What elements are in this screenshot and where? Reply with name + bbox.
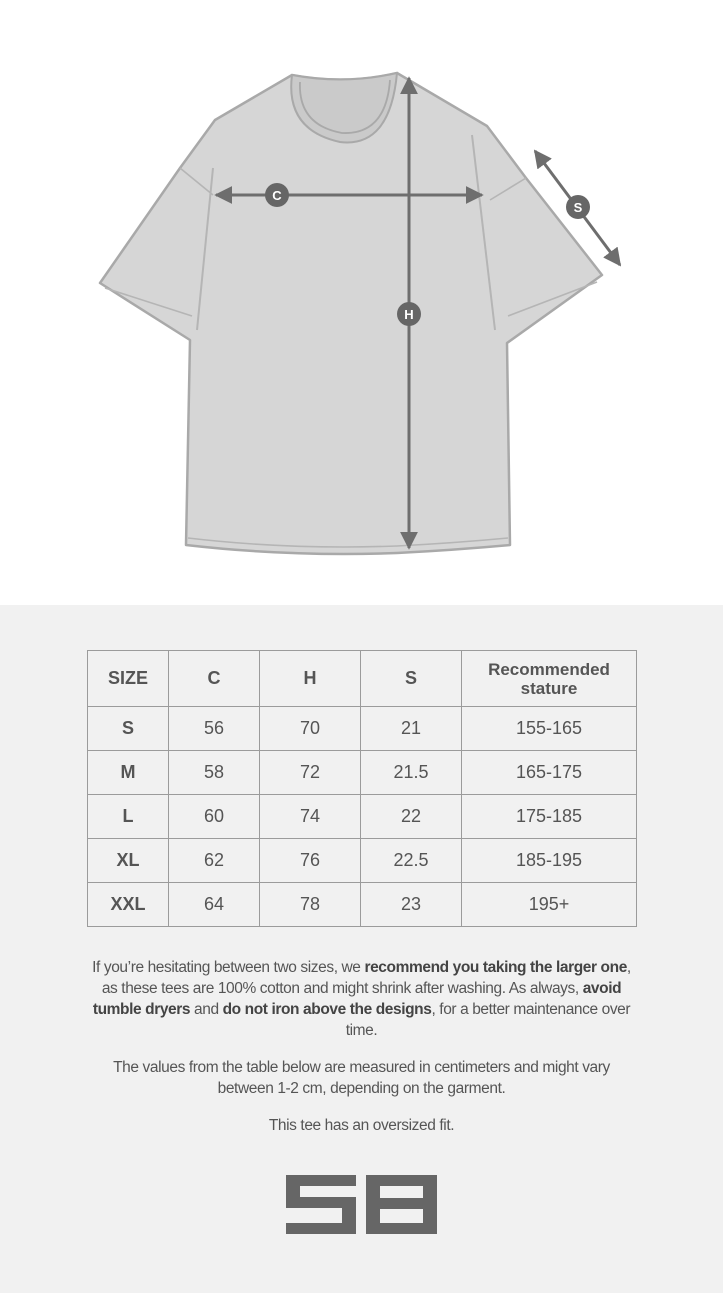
height-cell: 70 [260, 707, 361, 751]
tshirt-measurement-diagram [0, 0, 723, 605]
height-cell: 74 [260, 795, 361, 839]
stature-cell: 185-195 [462, 839, 637, 883]
size-table [87, 650, 637, 927]
table-row [88, 839, 637, 883]
care-notes [87, 957, 636, 1152]
size-cell: L [88, 795, 169, 839]
size-cell: XXL [88, 883, 169, 927]
stature-cell: 165-175 [462, 751, 637, 795]
sizing-advice-paragraph [87, 957, 636, 1041]
svg-text:H: H [404, 307, 414, 322]
header-chest: C [169, 651, 260, 707]
table-row [88, 707, 637, 751]
size-cell: S [88, 707, 169, 751]
size-cell: XL [88, 839, 169, 883]
sleeve-badge [566, 195, 590, 219]
svg-text:S: S [573, 200, 583, 215]
note-emphasis: avoid tumble dryers [92, 980, 622, 1018]
header-stature-line1: Recommended [488, 659, 610, 679]
size-cell: M [88, 751, 169, 795]
fit-note-paragraph: This tee has an oversized fit. [268, 1117, 455, 1134]
sleeve-cell: 23 [361, 883, 462, 927]
chest-cell: 64 [169, 883, 260, 927]
sleeve-cell: 21 [361, 707, 462, 751]
stature-cell: 155-165 [462, 707, 637, 751]
header-stature [462, 651, 637, 707]
header-stature-line2: stature [520, 678, 578, 698]
height-cell: 78 [260, 883, 361, 927]
header-sleeve: S [361, 651, 462, 707]
stature-cell: 175-185 [462, 795, 637, 839]
chest-cell: 56 [169, 707, 260, 751]
table-row [88, 883, 637, 927]
chest-cell: 62 [169, 839, 260, 883]
chest-cell: 58 [169, 751, 260, 795]
tshirt-body [100, 73, 602, 554]
note-text: , as these tees are 100% cotton and might shrink after washing. As always, [101, 959, 631, 997]
sleeve-cell: 22.5 [361, 839, 462, 883]
header-size: SIZE [88, 651, 169, 707]
size-guide-panel [0, 605, 723, 1293]
note-emphasis: recommend you taking the larger one [364, 959, 627, 976]
height-cell: 72 [260, 751, 361, 795]
note-text: and [190, 1001, 223, 1018]
sleeve-cell: 22 [361, 795, 462, 839]
svg-text:C: C [272, 188, 282, 203]
sleeve-cell: 21.5 [361, 751, 462, 795]
note-emphasis: do not iron above the designs [222, 1001, 432, 1018]
chest-badge [265, 183, 289, 207]
table-row [88, 795, 637, 839]
header-height: H [260, 651, 361, 707]
note-text: , for a better maintenance over time. [345, 1001, 631, 1039]
stature-cell: 195+ [462, 883, 637, 927]
note-text: If you’re hesitating between two sizes, we [92, 959, 365, 976]
height-cell: 76 [260, 839, 361, 883]
height-badge [397, 302, 421, 326]
table-header-row [88, 651, 637, 707]
table-row [88, 751, 637, 795]
chest-cell: 60 [169, 795, 260, 839]
diagram-section [0, 0, 723, 605]
sb-brand-logo [286, 1175, 437, 1234]
measurement-note-paragraph: The values from the table below are measured in centimeters and might vary between 1-2 cm, depending on the garment. [113, 1059, 610, 1097]
